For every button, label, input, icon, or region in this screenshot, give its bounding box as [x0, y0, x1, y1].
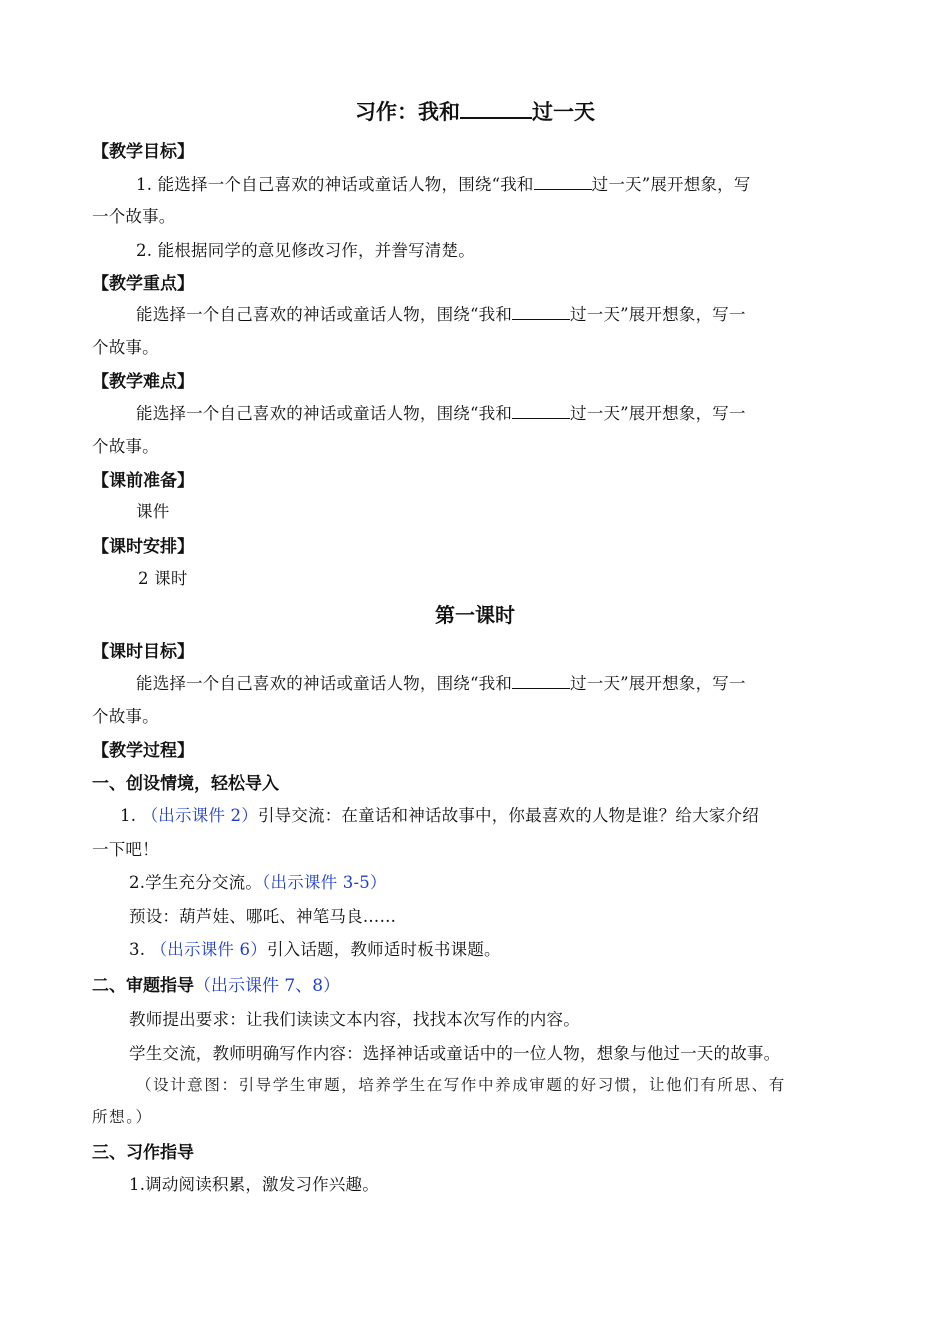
- step-1-item-2: 2.学生充分交流。（出示课件 3-5）: [129, 873, 387, 892]
- step-1-heading: 一、创设情境，轻松导入: [92, 774, 279, 794]
- step-1-item-1-line-2: 一下吧！: [92, 840, 159, 859]
- preparation-text: 课件: [136, 502, 170, 521]
- blank: [534, 175, 592, 190]
- blank: [512, 674, 570, 689]
- step-2-line-2: 学生交流，教师明确写作内容：选择神话或童话中的一位人物，想象与他过一天的故事。: [129, 1044, 781, 1063]
- step-1-item-3: 3. （出示课件 6）引入话题，教师适时板书课题。: [129, 940, 501, 959]
- heading-key-points: 【教学重点】: [92, 274, 194, 294]
- document-title: 习作：我和 过一天: [355, 100, 595, 124]
- heading-difficulties: 【教学难点】: [92, 372, 194, 392]
- goal-1-line-2: 一个故事。: [92, 207, 176, 226]
- goal-1-line-1: 1. 能选择一个自己喜欢的神话或童话人物，围绕“我和 过一天”展开想象，写: [136, 175, 751, 194]
- lesson-goal-line-1: 能选择一个自己喜欢的神话或童话人物，围绕“我和 过一天”展开想象，写一: [136, 674, 746, 693]
- heading-process: 【教学过程】: [92, 741, 194, 761]
- lesson-goal-line-2: 个故事。: [92, 707, 159, 726]
- heading-preparation: 【课前准备】: [92, 471, 194, 491]
- heading-schedule: 【课时安排】: [92, 537, 194, 557]
- key-line-2: 个故事。: [92, 338, 159, 357]
- design-note-line-1: （设计意图：引导学生审题，培养学生在写作中养成审题的好习惯，让他们有所思、有: [136, 1076, 786, 1094]
- lesson-1-title: 第一课时: [435, 603, 515, 627]
- difficult-line-1: 能选择一个自己喜欢的神话或童话人物，围绕“我和 过一天”展开想象，写一: [136, 404, 746, 423]
- key-line-1: 能选择一个自己喜欢的神话或童话人物，围绕“我和 过一天”展开想象，写一: [136, 305, 746, 324]
- title-blank: [460, 99, 532, 119]
- design-note-line-2: 所想。）: [92, 1108, 153, 1126]
- step-2-heading: 二、审题指导（出示课件 7、8）: [92, 976, 341, 996]
- schedule-text: 2 课时: [138, 569, 188, 588]
- heading-teaching-goals: 【教学目标】: [92, 142, 194, 162]
- heading-lesson-goals: 【课时目标】: [92, 642, 194, 662]
- blank: [512, 404, 570, 419]
- step-1-item-1-line-1: 1. （出示课件 2）引导交流：在童话和神话故事中，你最喜欢的人物是谁？给大家介绍: [120, 806, 759, 825]
- step-3-item-1: 1.调动阅读积累，激发习作兴趣。: [129, 1175, 379, 1194]
- step-2-line-1: 教师提出要求：让我们读读文本内容，找找本次写作的内容。: [129, 1010, 580, 1029]
- step-3-heading: 三、习作指导: [92, 1143, 194, 1163]
- step-1-preset: 预设：葫芦娃、哪吒、神笔马良……: [129, 907, 397, 926]
- difficult-line-2: 个故事。: [92, 437, 159, 456]
- blank: [512, 305, 570, 320]
- goal-2: 2. 能根据同学的意见修改习作，并誊写清楚。: [136, 241, 475, 260]
